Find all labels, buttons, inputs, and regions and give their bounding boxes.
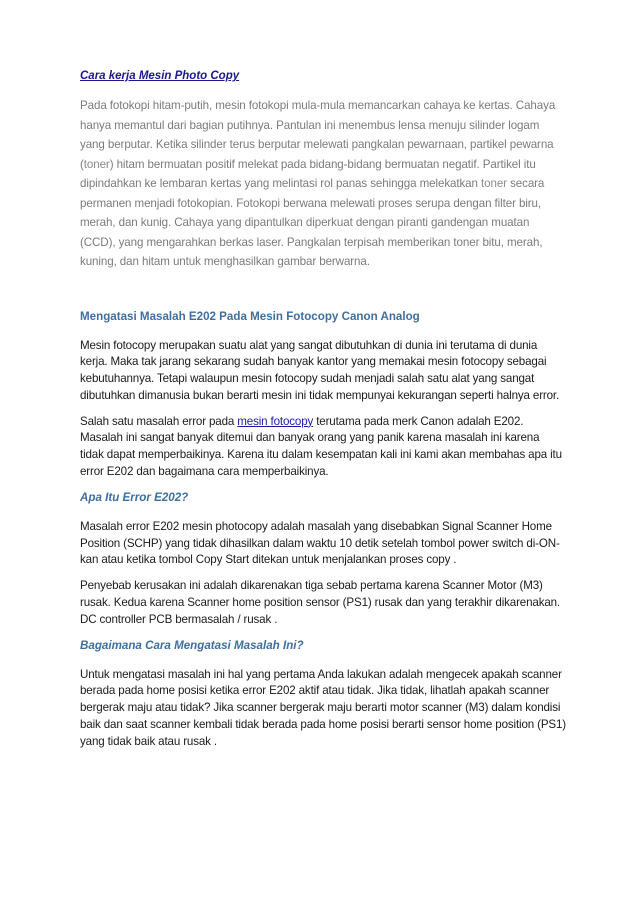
intro-text-part3: secara permanen menjadi fotokopian. Fotokopi berwana melewati proses serupa dengan filter biru, merah, dan kunig. Cahaya yang dipantulkan diperkuat dengan piranti gandengan muatan (CCD), yang mengarahkan berkas laser. Pangkalan terpisah memberikan toner bitu, merah, kuning, dan hitam untuk menghasilkan gambar berwarna. xyxy=(80,177,545,268)
section-heading-apa-itu: Apa Itu Error E202? xyxy=(80,490,189,504)
paragraph-causes: Penyebab kerusakan ini adalah dikarenakan tiga sebab pertama karena Scanner Motor (M3) rusak. Kedua karena Scanner home position sensor (PS1) rusak dan yang terakhir dikarenakan. DC controller PCB bermasalah / rusak . xyxy=(80,579,561,626)
paragraph-solution: Untuk mengatasi masalah ini hal yang pertama Anda lakukan adalah mengecek apakah scanner berada pada home posisi ketika error E202 aktif atau tidak. Jika tidak, lihatlah apakah scanner bergerak maju atau tidak? Jika scanner bergerak maju berarti motor scanner (M3) dalam kondisi baik dan saat scanner kembali tidak berada pada home posisi berarti sensor home position (PS1) yang tidak baik atau rusak . xyxy=(80,667,566,748)
intro-paragraph xyxy=(80,96,566,272)
paragraph-text: terutama pada merk Canon adalah E202. Masalah ini sangat banyak ditemui dan banyak orang yang panik karena masalah ini karena tidak dapat memperbaikinya. Karena itu dalam kesempatan kali ini kami akan membahas apa itu error E202 dan bagaimana cara memperbaikinya. xyxy=(80,414,562,479)
section-heading-bagaimana: Bagaimana Cara Mengatasi Masalah Ini? xyxy=(80,638,304,652)
mesin-fotocopy-link[interactable]: mesin fotocopy xyxy=(237,414,314,428)
paragraph-error-e202 xyxy=(80,414,566,481)
title-link[interactable]: Cara kerja Mesin Photo Copy xyxy=(80,70,240,82)
document-content xyxy=(80,68,566,760)
main-heading: Mengatasi Masalah E202 Pada Mesin Fotocopy Canon Analog xyxy=(80,309,420,323)
paragraph-intro-mesin: Mesin fotocopy merupakan suatu alat yang sangat dibutuhkan di dunia ini terutama di dunia kerja. Maka tak jarang sekarang sudah banyak kantor yang memakai mesin fotocopy sebagai kebutuhannya. Tetapi walaupun mesin fotocopy sudah menjadi salah satu alat yang sangat dibutuhkan dimanusia bukan berarti mesin ini tidak mempunyai kekurangan seperti halnya error. xyxy=(80,338,560,402)
intro-text-part2: ) hitam bermuatan positif melekat pada bidang-bidang bermuatan negatif. Partikel itu dipindahkan ke lembaran kertas yang melintasi rol panas sehingga melekatkan xyxy=(80,157,536,190)
toner-term: toner xyxy=(83,157,110,171)
intro-text-part1: Pada fotokopi hitam-putih, mesin fotokopi mula-mula memancarkan cahaya ke kertas. Cahaya hanya memantul dari bagian putihnya. Pantulan ini menembus lensa menuju silinder logam yang berputar. Ketika silinder terus berputar melewati pangkalan pewarnaan, partikel pewarna ( xyxy=(80,99,556,171)
paragraph-definition: Masalah error E202 mesin photocopy adalah masalah yang disebabkan Signal Scanner Home Position (SCHP) yang tidak dihasilkan dalam waktu 10 detik setelah tombol power switch di-ON-kan atau ketika tombol Copy Start ditekan untuk menjalankan proses copy . xyxy=(80,519,560,567)
toner-term: toner xyxy=(481,177,507,190)
paragraph-text: Salah satu masalah error pada xyxy=(80,414,238,428)
